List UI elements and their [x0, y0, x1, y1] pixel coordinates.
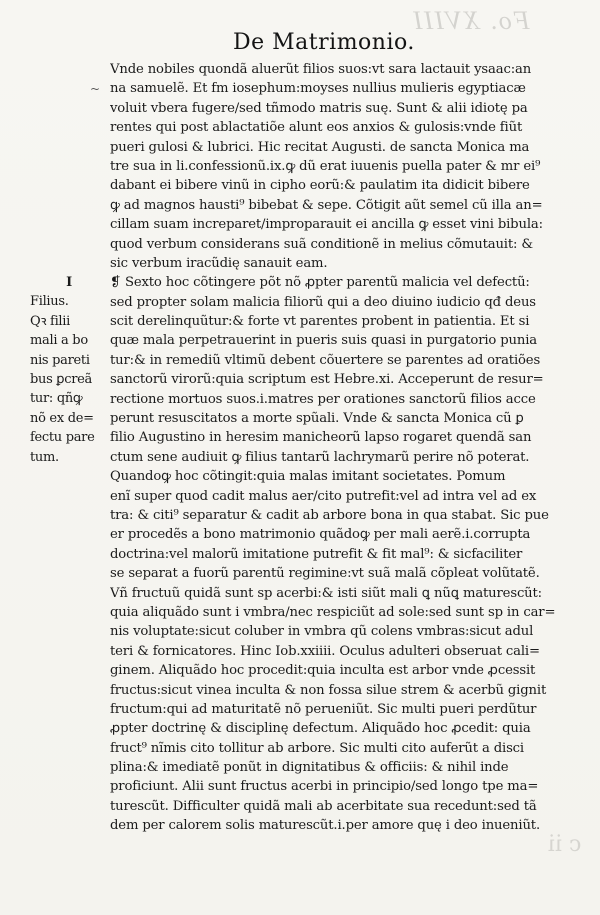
text-line: se separat a fuorũ parentũ regimine:vt suã malã cõpleat volũtatẽ. [110, 566, 540, 582]
text-line: ctum sene audiuit ꝙ filius tantarũ lachrymarũ perire nõ poterat. [110, 449, 530, 465]
text-line: nis voluptate:sicut coluber in vmbra qũ colens vmbras:sicut adul [110, 624, 534, 640]
text-line: sed propter solam malicia filiorũ qui a deo diuino iudicio qđ deus [110, 294, 536, 310]
running-head: De Matrimonio. [233, 30, 415, 55]
margin-notes-block [30, 273, 108, 467]
text-line: na samuelẽ. Et fm iosephum:moyses nullius mulieris egyptiacæ [110, 81, 526, 97]
margin-note-line: nis pareti [30, 352, 90, 368]
body-text-block [110, 60, 575, 836]
text-line: turescũt. Difficulter quidã mali ab acerbitate sua recedunt:sed tã [110, 798, 537, 814]
text-line: doctrina:vel malorũ imitatione putrefit & fit mal⁹: & sicfaciliter [110, 546, 523, 562]
text-line: dem per calorem solis maturescũt.i.per amore quę i deo inueniũt. [110, 818, 540, 834]
text-line: fructum:qui ad maturitatẽ nõ perueniũt. Sic multi pueri perdũtur [110, 701, 537, 717]
text-line: er procedẽs a bono matrimonio quãdoꝙ per mali aerẽ.i.corrupta [110, 527, 531, 543]
margin-note-line: Filius. [30, 294, 69, 310]
margin-mark: ~ [90, 82, 101, 96]
text-line: ginem. Aliquãdo hoc procedit:quia inculta est arbor vnde ꝓcessit [110, 663, 536, 679]
text-line: cillam suam increparet/improparauit ei ancilla ꝙ esset vini bibula: [110, 217, 543, 233]
margin-note-line: tur: qñꝙ [30, 391, 83, 407]
text-line: enĩ super quod cadit malus aer/cito putrefit:vel ad intra vel ad ex [110, 488, 537, 504]
text-line: quia aliquãdo sunt i vmbra/nec respiciũt ad sole:sed sunt sp in car= [110, 604, 556, 620]
text-line: voluit vbera fugere/sed tñmodo matris suę. Sunt & alii idiotę pa [110, 100, 528, 116]
text-line: ❡ Sexto hoc cõtingere põt nõ ꝓpter parentũ malicia vel defectũ: [110, 275, 530, 291]
text-line: fructus:sicut vinea inculta & non fossa silue strem & acerbũ gignit [110, 682, 547, 698]
text-line: dabant ei bibere vinũ in cipho eorũ:& paulatim ita didicit bibere [110, 178, 530, 194]
show-through-folio: Fo. XVIII [412, 6, 530, 35]
text-line: pueri gulosi & lubrici. Hic recitat Augusti. de sancta Monica ma [110, 139, 530, 155]
margin-note-line: bus ꝑcreã [30, 371, 92, 387]
text-line: quod verbum considerans suã conditionẽ in melius cõmutauit: & [110, 236, 533, 252]
margin-note-line: I [66, 275, 72, 290]
text-line: filio Augustino in heresim manicheorũ lapso rogaret quendã san [110, 430, 532, 446]
margin-note-line: tum. [30, 449, 59, 465]
text-line: proficiunt. Alii sunt fructus acerbi in principio/sed longo tpe ma= [110, 779, 539, 795]
text-line: fruct⁹ nĩmis cito tollitur ab arbore. Sic multi cito auferũt a disci [110, 740, 524, 756]
text-line: tra: & citi⁹ separatur & cadit ab arbore bona in qua stabat. Sic pue [110, 507, 549, 523]
text-line: rectione mortuos suos.i.matres per orationes sanctorũ filios acce [110, 391, 536, 407]
text-line: Quandoꝙ hoc cõtingit:quia malas imitant societates. Pomum [110, 469, 506, 485]
margin-note-line: fectu pare [30, 430, 95, 446]
margin-note-line: Qꝛ filii [30, 313, 70, 329]
text-line: rentes qui post ablactatiõe alunt eos anxios & gulosis:vnde fiũt [110, 120, 523, 136]
text-line: sanctorũ virorũ:quia scriptum est Hebre.xi. Acceperunt de resur= [110, 372, 544, 388]
text-line: perunt resuscitatos a morte spũali. Vnde & sancta Monica cũ ꝑ [110, 411, 524, 427]
text-line: plina:& imediatẽ ponũt in dignitatibus & officiis: & nihil inde [110, 760, 509, 776]
text-line: scit derelinquũtur:& forte vt parentes probent in patientia. Et si [110, 314, 530, 330]
text-line: quæ mala perpetrauerint in pueris suis quasi in purgatorio punia [110, 333, 538, 349]
text-line: ꝓpter doctrinę & disciplinę defectum. Aliquãdo hoc ꝓcedit: quia [110, 721, 531, 737]
text-line: ꝙ ad magnos hausti⁹ bibebat & sepe. Cõtigit aũt semel cũ illa an= [110, 197, 543, 213]
margin-note-line: nõ ex de= [30, 410, 94, 426]
show-through-mark: c ii [548, 832, 582, 857]
text-line: Vnde nobiles quondã aluerũt filios suos:vt sara lactauit ysaac:an [110, 62, 532, 77]
text-line: teri & fornicatores. Hinc Iob.xxiiii. Oculus adulteri obseruat cali= [110, 643, 540, 659]
text-line: tre sua in li.confessionũ.ix.ꝙ dũ erat iuuenis puella pater & mr ei⁹ [110, 158, 541, 174]
text-line: tur:& in remediũ vltimũ debent cõuertere se parentes ad oratiões [110, 352, 541, 368]
text-line: sic verbum iracũdię sanauit eam. [110, 255, 328, 271]
text-line: Vñ fructuũ quidã sunt sp acerbi:& isti siũt mali ꝗ nũꝗ maturescũt: [110, 585, 542, 601]
margin-note-line: mali a bo [30, 333, 88, 349]
